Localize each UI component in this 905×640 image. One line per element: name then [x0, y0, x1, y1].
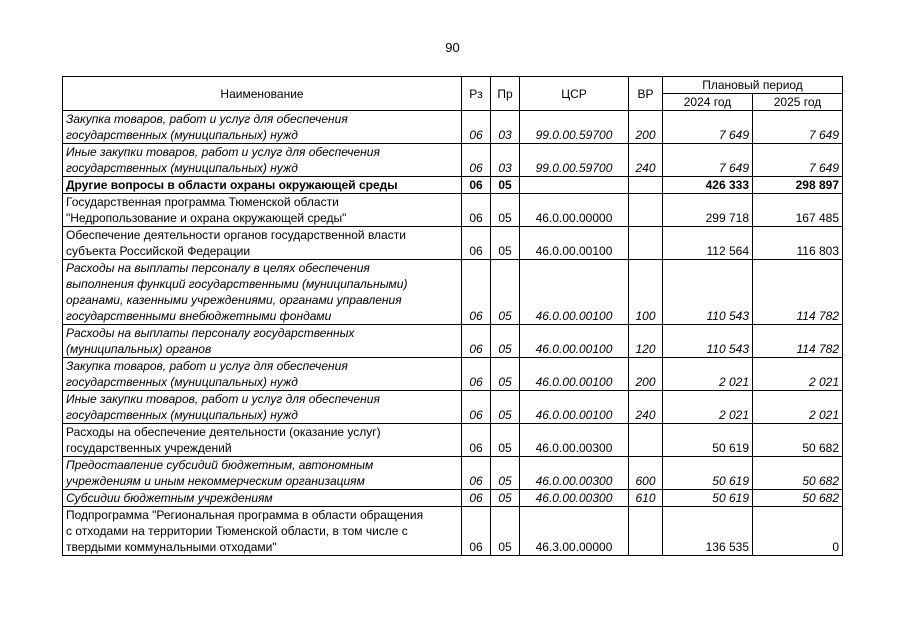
- row-amount-2024: 426 333: [663, 177, 753, 194]
- table-row: [63, 177, 843, 194]
- row-rz: 06: [462, 260, 491, 325]
- header-year-2024: 2024 год: [663, 94, 753, 111]
- row-name-line: государственных (муниципальных) нужд: [66, 161, 298, 175]
- row-vr: [629, 227, 663, 260]
- row-amount-2025: 298 897: [753, 177, 843, 194]
- table-row: [63, 144, 843, 177]
- table-body: [63, 111, 843, 556]
- row-vr: [629, 424, 663, 457]
- row-vr: 240: [629, 144, 663, 177]
- row-vr: 200: [629, 358, 663, 391]
- row-name-line: Иные закупки товаров, работ и услуг для обеспечения: [66, 392, 380, 406]
- row-pr: 03: [491, 111, 520, 144]
- row-name-line: Расходы на выплаты персоналу государственных: [66, 326, 355, 340]
- row-name: [63, 325, 462, 358]
- table-row: [63, 457, 843, 490]
- row-csr: 46.3.00.00000: [520, 507, 629, 556]
- header-year-2025: 2025 год: [753, 94, 843, 111]
- row-pr: 05: [491, 177, 520, 194]
- row-rz: 06: [462, 227, 491, 260]
- header-name: Наименование: [63, 77, 462, 111]
- row-amount-2024: 112 564: [663, 227, 753, 260]
- table-header: [63, 77, 843, 111]
- row-name-line: (муниципальных) органов: [66, 342, 212, 356]
- row-name-line: Государственная программа Тюменской области: [66, 195, 339, 209]
- row-amount-2025: 116 803: [753, 227, 843, 260]
- row-name-line: государственными внебюджетными фондами: [66, 309, 332, 323]
- row-csr: 46.0.00.00100: [520, 358, 629, 391]
- row-name-line: органами, казенными учреждениями, органами управления: [66, 293, 402, 307]
- row-name-line: Иные закупки товаров, работ и услуг для обеспечения: [66, 145, 380, 159]
- budget-table: [62, 76, 843, 556]
- row-name-line: твердыми коммунальными отходами": [66, 540, 277, 554]
- row-vr: [629, 507, 663, 556]
- row-csr: 46.0.00.00300: [520, 457, 629, 490]
- row-rz: 06: [462, 490, 491, 507]
- row-name: [63, 507, 462, 556]
- row-amount-2025: 7 649: [753, 111, 843, 144]
- row-name-line: Расходы на обеспечение деятельности (оказание услуг): [66, 425, 381, 439]
- row-pr: 05: [491, 507, 520, 556]
- row-amount-2024: 2 021: [663, 391, 753, 424]
- row-amount-2024: 299 718: [663, 194, 753, 227]
- row-csr: 46.0.00.00000: [520, 194, 629, 227]
- row-vr: 240: [629, 391, 663, 424]
- row-pr: 05: [491, 227, 520, 260]
- row-rz: 06: [462, 391, 491, 424]
- row-name: [63, 260, 462, 325]
- row-amount-2024: 7 649: [663, 111, 753, 144]
- row-name-line: государственных (муниципальных) нужд: [66, 408, 298, 422]
- row-amount-2025: 114 782: [753, 325, 843, 358]
- row-amount-2024: 50 619: [663, 457, 753, 490]
- row-amount-2025: 114 782: [753, 260, 843, 325]
- row-rz: 06: [462, 111, 491, 144]
- row-pr: 05: [491, 457, 520, 490]
- row-name-line: Предоставление субсидий бюджетным, автономным: [66, 458, 374, 472]
- table-row: [63, 507, 843, 556]
- table-row: [63, 325, 843, 358]
- row-name: [63, 144, 462, 177]
- table-row: [63, 260, 843, 325]
- header-vr: ВР: [629, 77, 663, 111]
- row-name-line: учреждениям и иным некоммерческим организациям: [66, 474, 365, 488]
- table-row: [63, 391, 843, 424]
- row-amount-2025: 50 682: [753, 457, 843, 490]
- row-amount-2025: 2 021: [753, 358, 843, 391]
- row-amount-2024: 50 619: [663, 490, 753, 507]
- row-name: [63, 177, 462, 194]
- row-amount-2024: 2 021: [663, 358, 753, 391]
- row-amount-2024: 50 619: [663, 424, 753, 457]
- row-csr: 99.0.00.59700: [520, 111, 629, 144]
- header-csr: ЦСР: [520, 77, 629, 111]
- row-csr: [520, 177, 629, 194]
- row-vr: 600: [629, 457, 663, 490]
- table-row: [63, 194, 843, 227]
- header-period: Плановый период: [663, 77, 843, 94]
- row-pr: 05: [491, 358, 520, 391]
- row-name-line: государственных (муниципальных) нужд: [66, 128, 298, 142]
- row-amount-2025: 50 682: [753, 490, 843, 507]
- row-rz: 06: [462, 457, 491, 490]
- page-number: 90: [445, 40, 460, 55]
- table-row: [63, 490, 843, 507]
- row-name-line: государственных учреждений: [66, 441, 232, 455]
- row-name-line: Другие вопросы в области охраны окружающей среды: [66, 178, 398, 192]
- row-amount-2025: 2 021: [753, 391, 843, 424]
- row-amount-2025: 7 649: [753, 144, 843, 177]
- row-vr: 120: [629, 325, 663, 358]
- row-name-line: Закупка товаров, работ и услуг для обеспечения: [66, 112, 348, 126]
- row-rz: 06: [462, 507, 491, 556]
- row-name: [63, 358, 462, 391]
- row-vr: 200: [629, 111, 663, 144]
- row-name: [63, 424, 462, 457]
- row-pr: 05: [491, 424, 520, 457]
- row-rz: 06: [462, 194, 491, 227]
- row-rz: 06: [462, 144, 491, 177]
- row-amount-2024: 136 535: [663, 507, 753, 556]
- row-name-line: Закупка товаров, работ и услуг для обеспечения: [66, 359, 348, 373]
- row-pr: 05: [491, 490, 520, 507]
- row-amount-2025: 167 485: [753, 194, 843, 227]
- row-name: [63, 391, 462, 424]
- table-row: [63, 111, 843, 144]
- row-vr: 100: [629, 260, 663, 325]
- row-amount-2024: 110 543: [663, 260, 753, 325]
- row-name: [63, 227, 462, 260]
- row-pr: 05: [491, 325, 520, 358]
- row-name: [63, 111, 462, 144]
- row-rz: 06: [462, 424, 491, 457]
- row-name-line: Расходы на выплаты персоналу в целях обеспечения: [66, 261, 370, 275]
- row-csr: 46.0.00.00100: [520, 391, 629, 424]
- row-amount-2025: 50 682: [753, 424, 843, 457]
- row-name-line: субъекта Российской Федерации: [66, 244, 251, 258]
- row-pr: 03: [491, 144, 520, 177]
- row-vr: [629, 177, 663, 194]
- row-rz: 06: [462, 325, 491, 358]
- row-name-line: с отходами на территории Тюменской области, в том числе с: [66, 524, 408, 538]
- header-pr: Пр: [491, 77, 520, 111]
- row-rz: 06: [462, 358, 491, 391]
- row-name-line: Субсидии бюджетным учреждениям: [66, 491, 273, 505]
- table-row: [63, 424, 843, 457]
- header-rz: Рз: [462, 77, 491, 111]
- row-csr: 46.0.00.00100: [520, 260, 629, 325]
- row-csr: 99.0.00.59700: [520, 144, 629, 177]
- row-amount-2024: 110 543: [663, 325, 753, 358]
- row-pr: 05: [491, 391, 520, 424]
- row-name: [63, 457, 462, 490]
- row-pr: 05: [491, 194, 520, 227]
- row-name-line: выполнения функций государственными (муниципальными): [66, 277, 408, 291]
- row-csr: 46.0.00.00300: [520, 490, 629, 507]
- row-vr: 610: [629, 490, 663, 507]
- row-name-line: государственных (муниципальных) нужд: [66, 375, 298, 389]
- row-name: [63, 490, 462, 507]
- row-name-line: Обеспечение деятельности органов государственной власти: [66, 228, 406, 242]
- row-csr: 46.0.00.00100: [520, 227, 629, 260]
- row-name: [63, 194, 462, 227]
- row-amount-2024: 7 649: [663, 144, 753, 177]
- row-vr: [629, 194, 663, 227]
- table-row: [63, 227, 843, 260]
- row-amount-2025: 0: [753, 507, 843, 556]
- row-csr: 46.0.00.00300: [520, 424, 629, 457]
- row-pr: 05: [491, 260, 520, 325]
- row-csr: 46.0.00.00100: [520, 325, 629, 358]
- row-name-line: "Недропользование и охрана окружающей среды": [66, 211, 347, 225]
- table-row: [63, 358, 843, 391]
- row-rz: 06: [462, 177, 491, 194]
- row-name-line: Подпрограмма "Региональная программа в области обращения: [66, 508, 424, 522]
